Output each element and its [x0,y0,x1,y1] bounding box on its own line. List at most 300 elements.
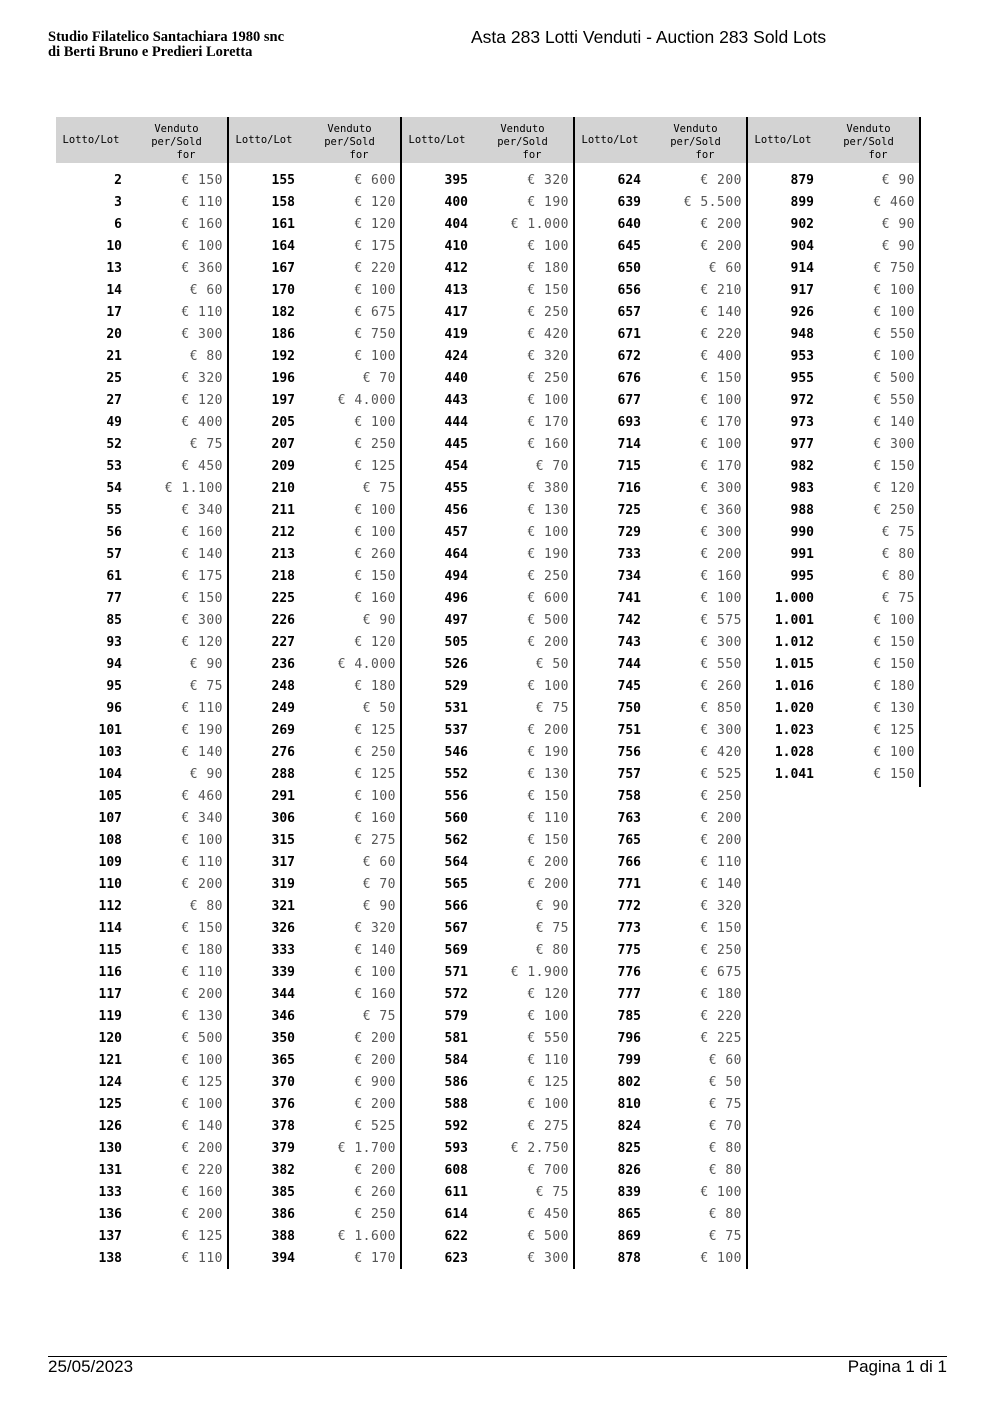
sold-price [122,525,223,540]
table-row [56,719,227,741]
table-row [56,433,227,455]
lot-number: 276 [271,744,295,760]
table-row [748,477,919,499]
currency-symbol: € [535,942,545,958]
currency-symbol: € [181,546,190,562]
price-amount: 750 [371,326,396,342]
table-row [56,917,227,939]
sold-price [122,745,223,760]
price-amount: 200 [198,986,223,1002]
price-amount: 260 [371,1184,396,1200]
sold-price [468,1163,569,1178]
price-amount: 300 [717,722,742,738]
table-row [56,1203,227,1225]
currency-symbol: € [700,876,709,892]
table-row [402,1005,573,1027]
sold-price [122,701,223,716]
sold-price [641,1207,742,1222]
lot-number: 17 [106,304,122,320]
price-amount: 700 [544,1162,569,1178]
currency-symbol: € [164,480,174,496]
price-amount: 140 [198,1118,223,1134]
price-amount: 420 [544,326,569,342]
currency-symbol: € [337,1140,347,1156]
currency-symbol: € [873,392,882,408]
sold-price [295,415,396,430]
table-row [402,323,573,345]
table-row [56,1115,227,1137]
table-row [402,477,573,499]
table-row [56,873,227,895]
price-amount: 150 [198,590,223,606]
price-amount: 160 [371,986,396,1002]
lot-number: 810 [617,1096,641,1112]
price-amount: 100 [544,392,569,408]
currency-symbol: € [527,1096,536,1112]
table-row [229,1225,400,1247]
lot-number: 120 [98,1030,122,1046]
price-amount: 450 [544,1206,569,1222]
lot-number: 926 [790,304,814,320]
price-amount: 500 [890,370,915,386]
currency-symbol: € [700,392,709,408]
price-amount: 320 [544,172,569,188]
sold-price [295,283,396,298]
currency-symbol: € [873,678,882,694]
sold-price [641,1031,742,1046]
lot-number: 729 [617,524,641,540]
lot-number: 53 [106,458,122,474]
table-row [229,741,400,763]
lot-number: 114 [98,920,122,936]
table-row [402,301,573,323]
price-amount: 750 [890,260,915,276]
sold-price [295,723,396,738]
price-amount: 100 [371,414,396,430]
sold-price [122,811,223,826]
table-row [402,1071,573,1093]
currency-symbol: € [873,458,882,474]
table-row [575,1247,746,1269]
currency-symbol: € [181,414,190,430]
currency-symbol: € [354,282,363,298]
currency-symbol: € [535,1184,545,1200]
lot-number: 776 [617,964,641,980]
sold-price [295,701,396,716]
price-amount: 75 [552,920,569,936]
lot-number: 108 [98,832,122,848]
currency-symbol: € [354,1184,363,1200]
table-row [229,191,400,213]
price-amount: 140 [198,546,223,562]
price-amount: 675 [371,304,396,320]
price-amount: 200 [198,876,223,892]
sold-price [122,1229,223,1244]
sold-price [641,217,742,232]
sold-price [295,459,396,474]
lot-number: 904 [790,238,814,254]
lot-number: 213 [271,546,295,562]
table-row [229,961,400,983]
sold-price [468,459,569,474]
table-row [575,477,746,499]
price-amount: 150 [890,766,915,782]
table-row [575,939,746,961]
lot-number: 990 [790,524,814,540]
currency-symbol: € [181,744,190,760]
lot-number: 1.000 [774,590,814,606]
lot-number: 119 [98,1008,122,1024]
lot-number: 693 [617,414,641,430]
lot-number: 210 [271,480,295,496]
lot-number: 608 [444,1162,468,1178]
currency-symbol: € [354,326,363,342]
table-row [575,1049,746,1071]
table-row [402,785,573,807]
price-amount: 1.000 [527,216,569,232]
sold-for-header: Venduto per/Sold for [843,123,894,161]
sold-price [295,503,396,518]
sold-price [641,1229,742,1244]
sold-price [641,767,742,782]
table-row [56,477,227,499]
lot-number: 315 [271,832,295,848]
lot-number: 983 [790,480,814,496]
lot-number: 796 [617,1030,641,1046]
sold-price [295,481,396,496]
footer-divider [48,1356,947,1357]
currency-symbol: € [873,502,882,518]
sold-price [814,283,915,298]
table-row [229,565,400,587]
price-amount: 140 [371,942,396,958]
price-amount: 75 [379,1008,396,1024]
company-line-1: Studio Filatelico Santachiara 1980 snc [48,29,285,45]
price-amount: 200 [544,722,569,738]
lot-number: 85 [106,612,122,628]
price-amount: 200 [544,876,569,892]
sold-price [814,701,915,716]
price-amount: 80 [725,1140,742,1156]
lot-number: 112 [98,898,122,914]
currency-symbol: € [700,502,709,518]
price-amount: 320 [371,920,396,936]
table-row [575,345,746,367]
sold-price [641,459,742,474]
price-amount: 170 [717,458,742,474]
sold-price [468,1141,569,1156]
lot-number: 725 [617,502,641,518]
sold-price [814,173,915,188]
table-row [56,1093,227,1115]
currency-symbol: € [354,1074,363,1090]
lot-number: 10 [106,238,122,254]
lot-number: 105 [98,788,122,804]
price-amount: 275 [371,832,396,848]
currency-symbol: € [181,700,190,716]
table-row [56,323,227,345]
table-row [748,279,919,301]
currency-symbol: € [700,612,709,628]
lot-number: 417 [444,304,468,320]
price-amount: 150 [890,458,915,474]
lot-number: 672 [617,348,641,364]
table-row [748,323,919,345]
sold-price [295,855,396,870]
currency-symbol: € [527,986,536,1002]
sold-price [295,173,396,188]
table-row [402,1225,573,1247]
price-amount: 140 [717,876,742,892]
price-amount: 450 [198,458,223,474]
price-amount: 1.900 [527,964,569,980]
lot-number: 715 [617,458,641,474]
table-row [402,389,573,411]
sold-price [641,701,742,716]
lot-number: 772 [617,898,641,914]
lot-number: 656 [617,282,641,298]
sold-price [814,393,915,408]
table-row [575,829,746,851]
table-row [575,389,746,411]
sold-for-header: Venduto per/Sold for [151,123,202,161]
currency-symbol: € [700,282,709,298]
table-row [56,1027,227,1049]
currency-symbol: € [700,370,709,386]
sold-price [122,1163,223,1178]
sold-price [468,591,569,606]
table-row [575,1027,746,1049]
price-amount: 120 [371,216,396,232]
currency-symbol: € [700,524,709,540]
currency-symbol: € [354,1250,363,1266]
sold-price [295,349,396,364]
currency-symbol: € [873,260,882,276]
sold-price [641,1251,742,1266]
price-amount: 550 [890,326,915,342]
price-amount: 460 [198,788,223,804]
table-row [56,367,227,389]
lot-number: 197 [271,392,295,408]
table-row [229,653,400,675]
table-row [402,1247,573,1269]
sold-price [468,1251,569,1266]
table-row [402,1159,573,1181]
table-row [229,719,400,741]
price-amount: 75 [379,480,396,496]
table-row [575,367,746,389]
price-amount: 170 [371,1250,396,1266]
currency-symbol: € [527,876,536,892]
price-amount: 250 [544,304,569,320]
price-amount: 100 [198,1052,223,1068]
sold-price [468,503,569,518]
currency-symbol: € [181,1030,190,1046]
sold-price [295,833,396,848]
sold-price [122,1075,223,1090]
sold-price [641,415,742,430]
price-amount: 260 [717,678,742,694]
lot-number: 560 [444,810,468,826]
price-amount: 150 [717,920,742,936]
sold-price [122,1097,223,1112]
lot-number: 677 [617,392,641,408]
lot-number: 101 [98,722,122,738]
sold-price [641,1141,742,1156]
currency-symbol: € [354,744,363,760]
table-row [402,543,573,565]
currency-symbol: € [181,788,190,804]
currency-symbol: € [700,986,709,1002]
lot-column-group [748,117,921,787]
table-row [575,851,746,873]
sold-price [641,503,742,518]
price-amount: 75 [898,524,915,540]
table-row [402,983,573,1005]
price-amount: 175 [198,568,223,584]
price-amount: 220 [717,1008,742,1024]
lot-number: 167 [271,260,295,276]
lot-number: 25 [106,370,122,386]
price-amount: 190 [544,194,569,210]
lot-number: 552 [444,766,468,782]
sold-price [468,1229,569,1244]
lot-number: 878 [617,1250,641,1266]
table-row [748,741,919,763]
table-row [748,543,919,565]
price-amount: 220 [371,260,396,276]
table-row [402,1027,573,1049]
price-amount: 500 [544,612,569,628]
currency-symbol: € [181,590,190,606]
sold-price [641,723,742,738]
currency-symbol: € [700,766,709,782]
sold-price [468,437,569,452]
sold-price [122,635,223,650]
table-row [229,763,400,785]
table-row [575,895,746,917]
sold-price [295,569,396,584]
price-amount: 250 [717,788,742,804]
sold-price [641,943,742,958]
lot-number: 572 [444,986,468,1002]
currency-symbol: € [873,194,882,210]
currency-symbol: € [181,722,190,738]
price-amount: 550 [544,1030,569,1046]
sold-price [122,173,223,188]
table-row [402,345,573,367]
price-amount: 300 [544,1250,569,1266]
price-amount: 200 [371,1030,396,1046]
sold-price [641,1163,742,1178]
sold-price [641,899,742,914]
table-row [748,609,919,631]
lot-number: 497 [444,612,468,628]
sold-price [641,261,742,276]
price-amount: 110 [717,854,742,870]
currency-symbol: € [527,524,536,540]
currency-symbol: € [354,260,363,276]
lot-number: 676 [617,370,641,386]
document-title: Asta 283 Lotti Venduti - Auction 283 Sold Lots [471,27,827,47]
price-amount: 210 [717,282,742,298]
table-row [575,521,746,543]
price-amount: 400 [198,414,223,430]
sold-price [468,1207,569,1222]
lot-number: 455 [444,480,468,496]
price-amount: 100 [717,1184,742,1200]
currency-symbol: € [354,458,363,474]
currency-symbol: € [527,414,536,430]
sold-price [814,349,915,364]
sold-price [122,877,223,892]
currency-symbol: € [527,612,536,628]
currency-symbol: € [181,1140,190,1156]
table-row [575,873,746,895]
table-row [56,389,227,411]
currency-symbol: € [873,612,882,628]
table-row [402,675,573,697]
lot-number: 211 [271,502,295,518]
currency-symbol: € [700,634,709,650]
price-amount: 525 [371,1118,396,1134]
table-row [402,609,573,631]
table-row [575,191,746,213]
currency-symbol: € [527,480,536,496]
lot-number: 3 [114,194,122,210]
currency-symbol: € [354,238,363,254]
price-amount: 200 [717,216,742,232]
lot-number: 592 [444,1118,468,1134]
price-amount: 70 [379,370,396,386]
table-row [56,1181,227,1203]
currency-symbol: € [181,370,190,386]
sold-price [295,1141,396,1156]
lot-number: 378 [271,1118,295,1134]
price-amount: 125 [371,458,396,474]
lot-number: 61 [106,568,122,584]
lot-number: 95 [106,678,122,694]
table-row [229,257,400,279]
price-amount: 200 [717,172,742,188]
table-row [402,829,573,851]
sold-price [468,745,569,760]
table-row [402,169,573,191]
column-header [402,117,573,163]
table-row [575,1093,746,1115]
table-row [575,301,746,323]
currency-symbol: € [527,766,536,782]
sold-price [122,503,223,518]
lot-number: 49 [106,414,122,430]
lot-number: 977 [790,436,814,452]
lot-number: 496 [444,590,468,606]
sold-price [295,987,396,1002]
price-amount: 160 [198,1184,223,1200]
price-amount: 190 [198,722,223,738]
table-row [402,257,573,279]
table-row [56,169,227,191]
price-amount: 100 [717,392,742,408]
currency-symbol: € [873,744,882,760]
table-row [402,1115,573,1137]
sold-price [468,833,569,848]
price-amount: 90 [552,898,569,914]
price-amount: 80 [898,546,915,562]
table-row [748,411,919,433]
currency-symbol: € [354,502,363,518]
table-row [748,631,919,653]
